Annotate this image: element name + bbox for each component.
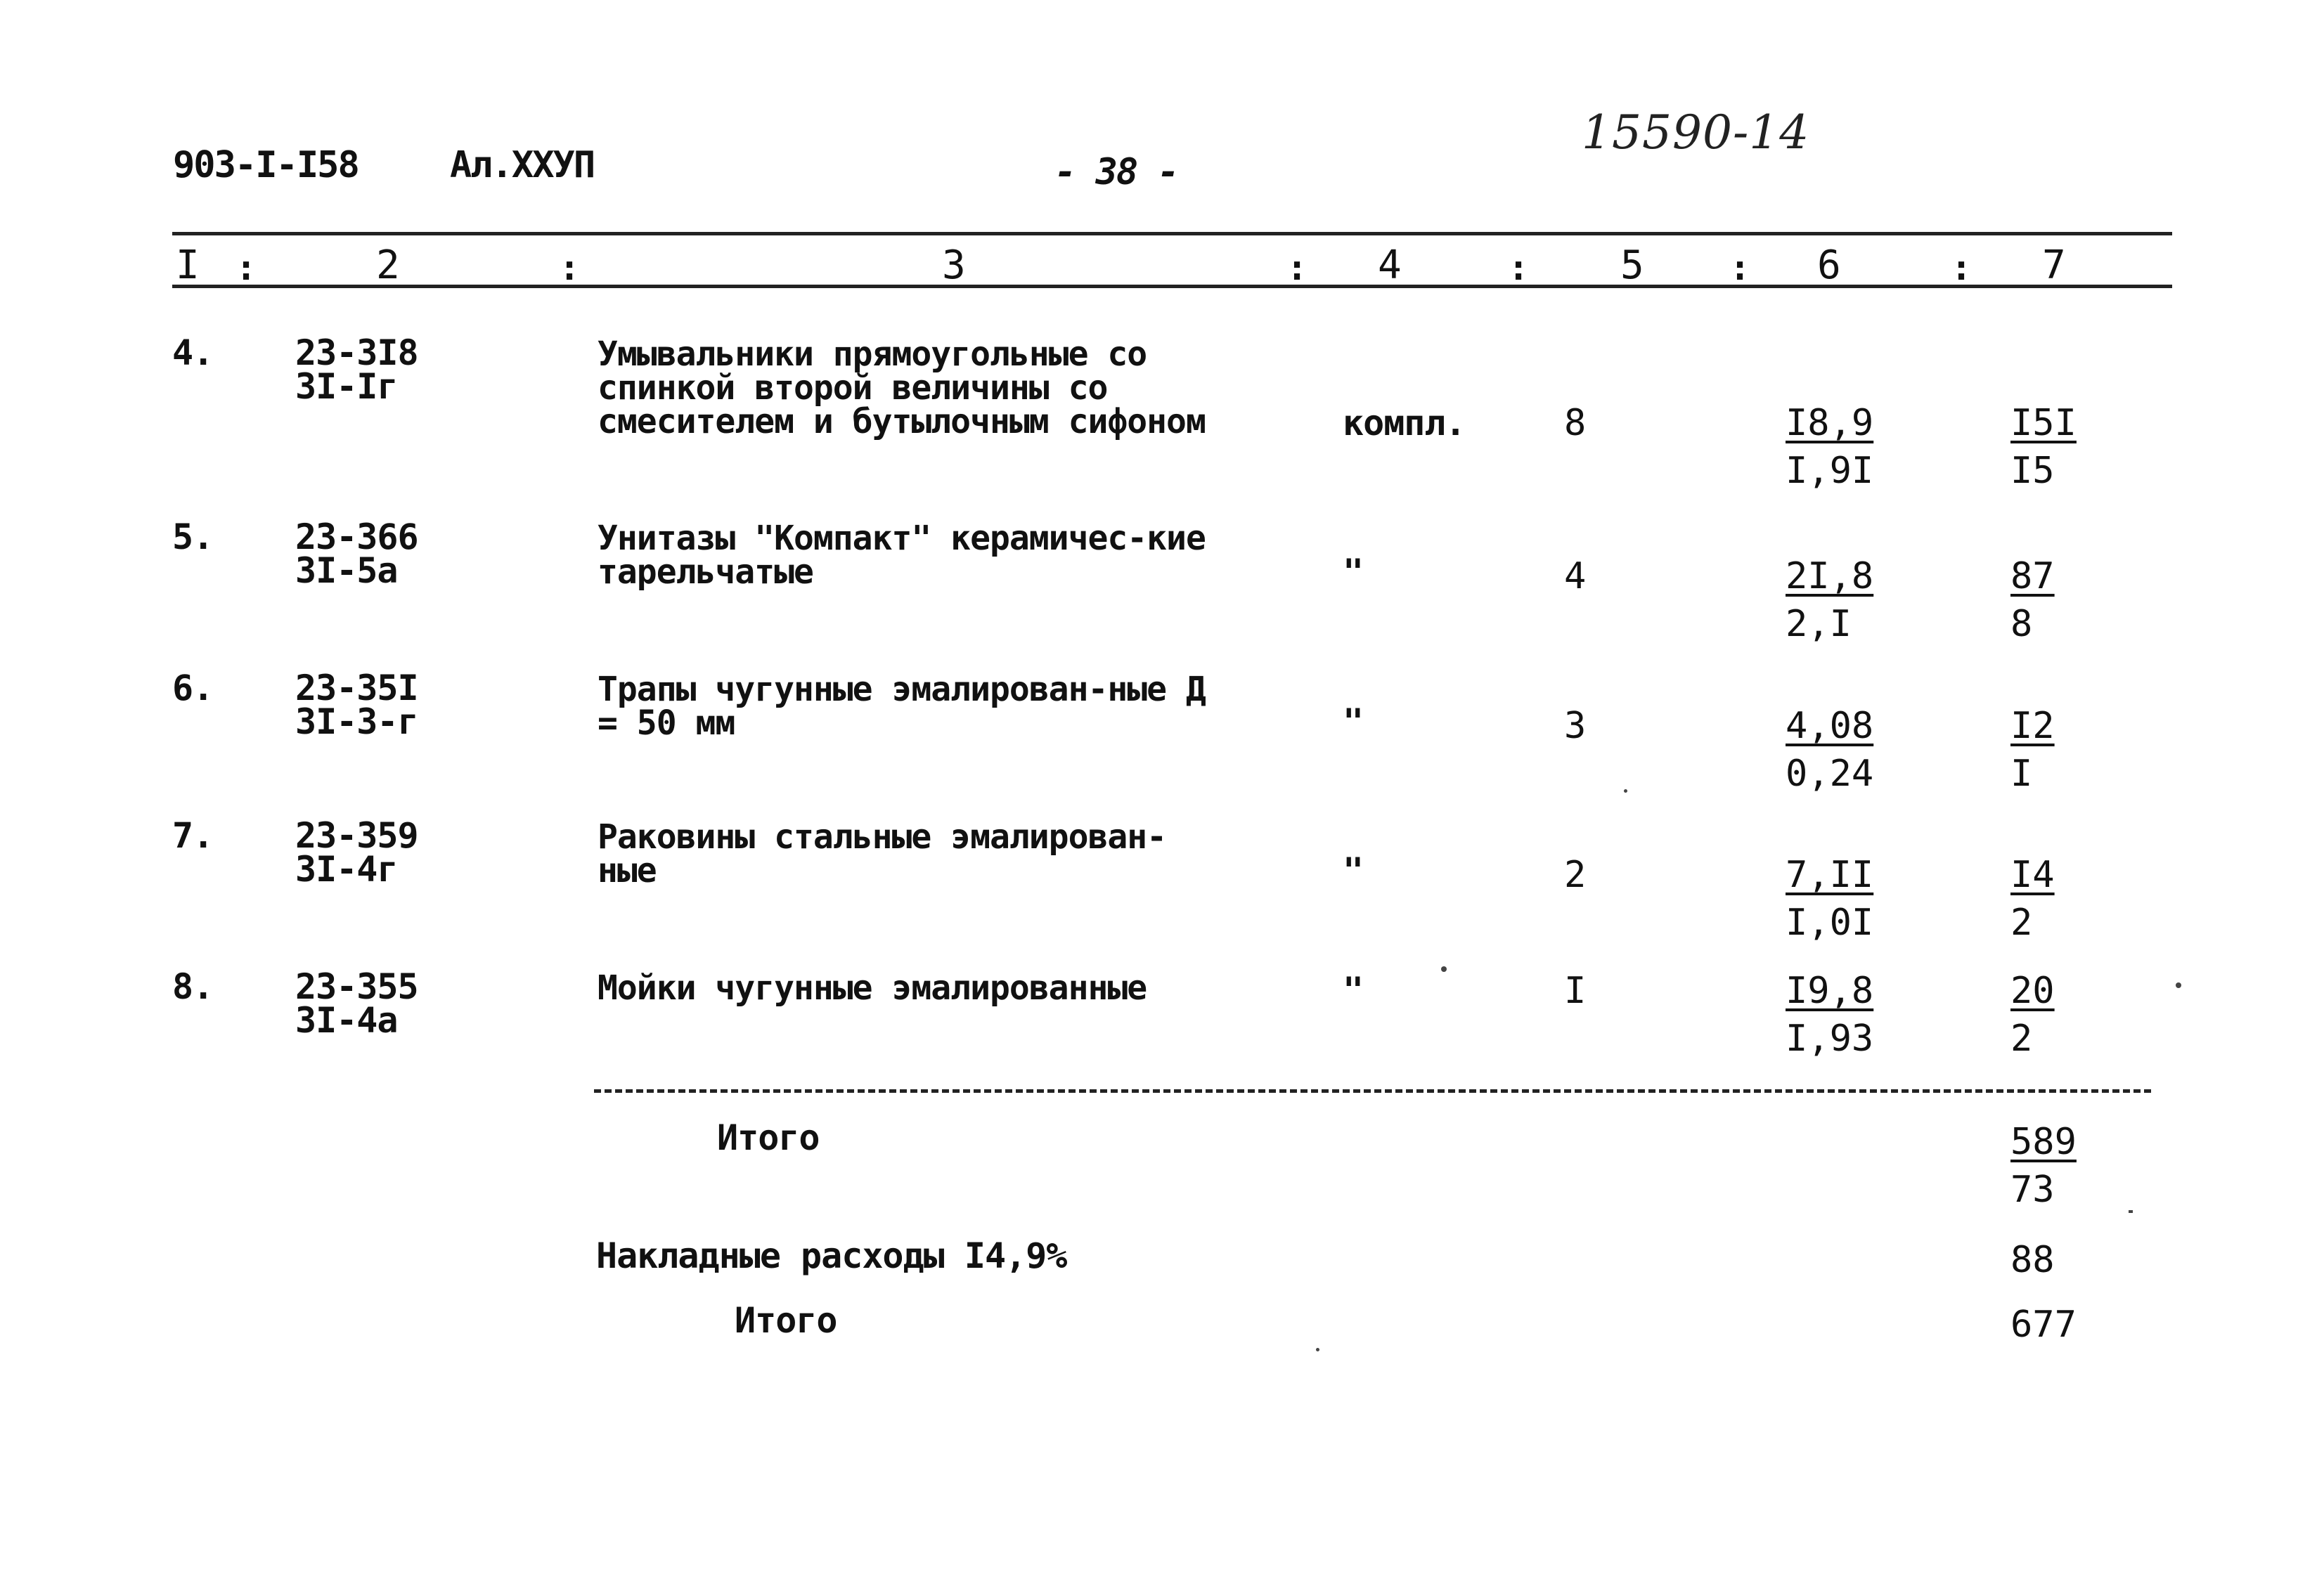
row-total-top: I5I bbox=[2010, 402, 2077, 444]
row-number: 7. bbox=[172, 815, 214, 856]
row-total-bottom: 8 bbox=[2010, 603, 2033, 645]
row-price-top: 4,08 bbox=[1786, 705, 1874, 747]
col-header-5: 5 bbox=[1620, 242, 1644, 288]
row-number: 6. bbox=[172, 668, 214, 708]
header-rule-bottom bbox=[172, 285, 2172, 288]
row-price-bottom: I,93 bbox=[1786, 1018, 1874, 1060]
total-value: 677 bbox=[2010, 1304, 2077, 1346]
row-code: 23-366 bbox=[295, 517, 418, 557]
total-label: Итого bbox=[735, 1300, 837, 1341]
row-unit: компл. bbox=[1343, 403, 1466, 443]
overhead-label: Накладные расходы I4,9% bbox=[596, 1235, 1067, 1276]
col-header-7: 7 bbox=[2042, 242, 2066, 288]
scan-speck bbox=[1624, 789, 1627, 793]
row-price-bottom: 2,I bbox=[1786, 603, 1852, 645]
row-unit: " bbox=[1343, 552, 1364, 592]
row-unit: " bbox=[1343, 970, 1364, 1011]
row-unit: " bbox=[1343, 850, 1364, 891]
row-description: Унитазы "Компакт" керамичес-кие тарельчатые bbox=[598, 519, 1206, 592]
row-price-top: I9,8 bbox=[1786, 970, 1874, 1012]
row-number: 4. bbox=[172, 332, 214, 373]
row-description: Трапы чугунные эмалирован-ные Д = 50 мм bbox=[598, 670, 1206, 743]
row-description: Мойки чугунные эмалированные bbox=[598, 968, 1147, 1008]
row-quantity: 3 bbox=[1564, 705, 1587, 747]
album-label: Ал.ХХУП bbox=[450, 144, 595, 186]
header-rule-top bbox=[172, 232, 2172, 235]
row-price-top: I8,9 bbox=[1786, 402, 1874, 444]
col-separator: : bbox=[1508, 247, 1530, 288]
row-total-bottom: I5 bbox=[2010, 450, 2055, 492]
scan-speck bbox=[2129, 1210, 2133, 1213]
row-quantity: 8 bbox=[1564, 402, 1587, 444]
scan-speck bbox=[1441, 966, 1447, 972]
row-quantity: 4 bbox=[1564, 555, 1587, 597]
row-quantity: I bbox=[1564, 970, 1587, 1012]
row-code-sub: 3I-3-г bbox=[295, 701, 418, 742]
row-code: 23-3I8 bbox=[295, 332, 418, 373]
row-code: 23-359 bbox=[295, 815, 418, 856]
row-code-sub: 3I-5а bbox=[295, 550, 398, 591]
row-total-top: 20 bbox=[2010, 970, 2055, 1012]
col-header-4: 4 bbox=[1378, 242, 1402, 288]
row-description: Умывальники прямоугольные со спинкой второй величины со смесителем и бутылочным сифоном bbox=[598, 335, 1206, 441]
row-price-top: 7,II bbox=[1786, 854, 1874, 896]
row-code: 23-355 bbox=[295, 966, 418, 1007]
subtotal-value-top: 589 bbox=[2010, 1121, 2077, 1163]
row-total-top: 87 bbox=[2010, 555, 2055, 597]
row-total-top: I2 bbox=[2010, 705, 2055, 747]
col-separator: : bbox=[1286, 247, 1308, 288]
col-header-6: 6 bbox=[1817, 242, 1841, 288]
row-quantity: 2 bbox=[1564, 854, 1587, 896]
overhead-value: 88 bbox=[2010, 1239, 2055, 1281]
handwritten-id: 15590-14 bbox=[1582, 105, 1810, 160]
row-unit: " bbox=[1343, 701, 1364, 742]
row-code-sub: 3I-4г bbox=[295, 849, 398, 890]
col-header-1: I bbox=[176, 242, 200, 288]
row-total-top: I4 bbox=[2010, 854, 2055, 896]
row-total-bottom: I bbox=[2010, 753, 2033, 795]
row-code-sub: 3I-Iг bbox=[295, 366, 398, 407]
row-price-top: 2I,8 bbox=[1786, 555, 1874, 597]
row-total-bottom: 2 bbox=[2010, 902, 2033, 944]
subtotal-value-bottom: 73 bbox=[2010, 1169, 2055, 1211]
row-description: Раковины стальные эмалирован-ные bbox=[598, 817, 1167, 890]
row-price-bottom: I,0I bbox=[1786, 902, 1874, 944]
subtotal-label: Итого bbox=[717, 1117, 820, 1158]
page-number: - 38 - bbox=[1054, 151, 1178, 193]
col-separator: : bbox=[1729, 247, 1751, 288]
scan-speck bbox=[1316, 1348, 1319, 1351]
row-price-bottom: I,9I bbox=[1786, 450, 1874, 492]
row-code-sub: 3I-4а bbox=[295, 1000, 398, 1041]
col-separator: : bbox=[559, 247, 581, 288]
col-header-3: 3 bbox=[942, 242, 966, 288]
scan-speck bbox=[2176, 982, 2181, 988]
row-price-bottom: 0,24 bbox=[1786, 753, 1874, 795]
summary-divider bbox=[594, 1089, 2151, 1093]
row-code: 23-35I bbox=[295, 668, 418, 708]
doc-code: 903-I-I58 bbox=[173, 144, 359, 186]
col-separator: : bbox=[1951, 247, 1973, 288]
row-number: 5. bbox=[172, 517, 214, 557]
row-total-bottom: 2 bbox=[2010, 1018, 2033, 1060]
col-header-2: 2 bbox=[376, 242, 400, 288]
row-number: 8. bbox=[172, 966, 214, 1007]
col-separator: : bbox=[235, 247, 257, 288]
